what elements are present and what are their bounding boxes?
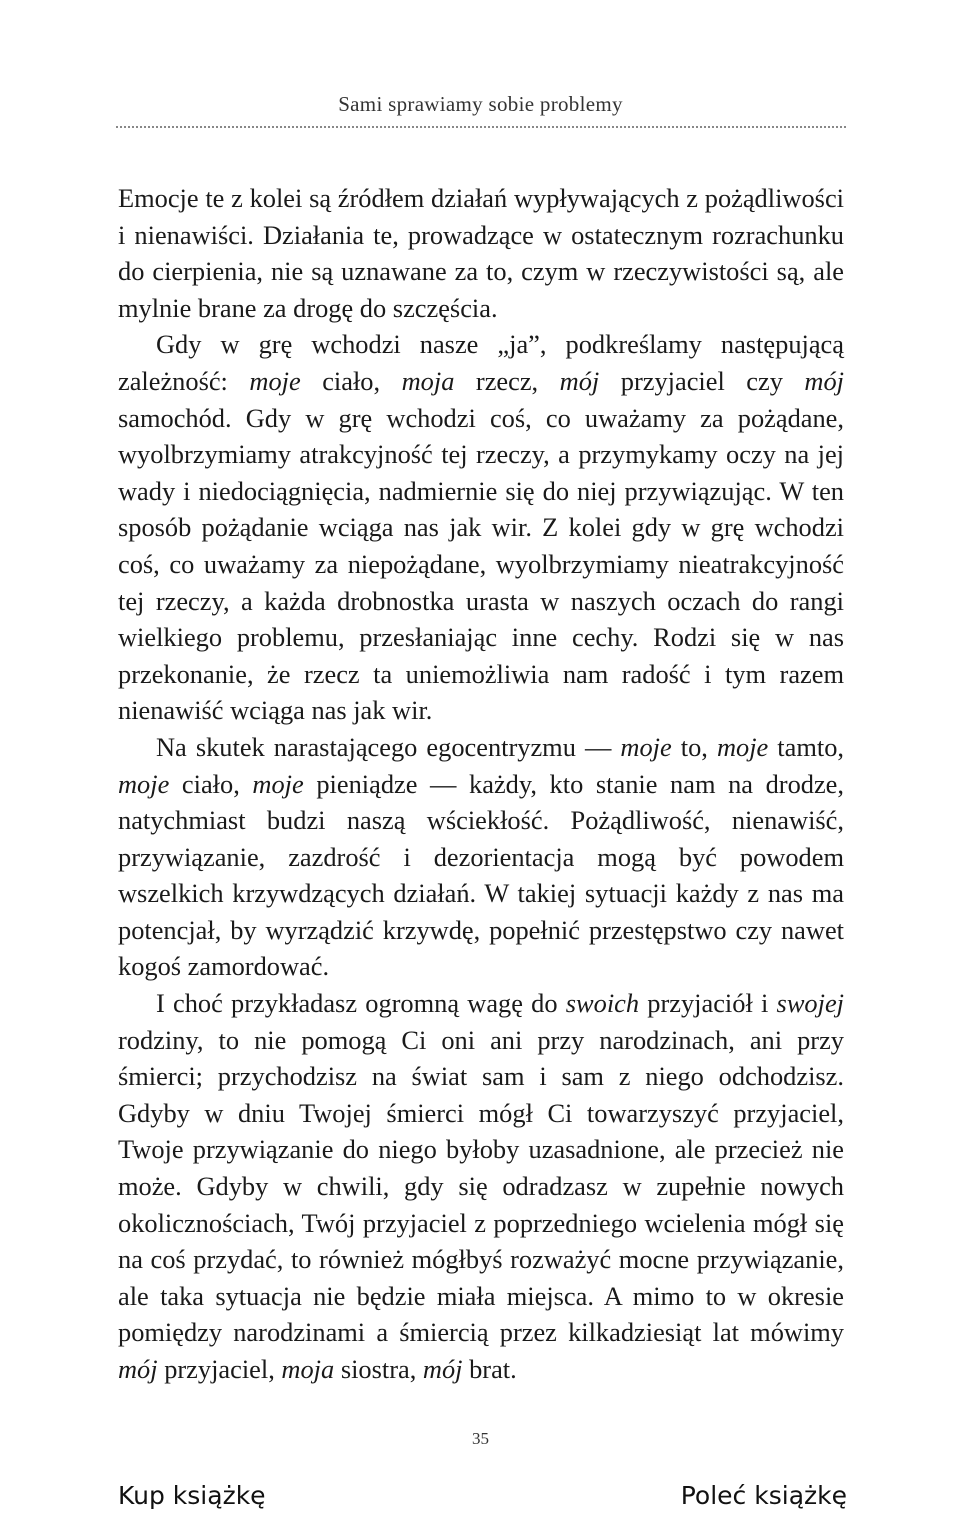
text-run: Emocje te z kolei są źródłem działań wypływających z pożądliwości i nienawiści. Działania te, prowadzące w ostatecznym rozrachunku do cierpienia, nie są uznawane za to, czym w rzeczywistości są, ale mylnie brane za drogę do szczęścia. <box>118 183 844 323</box>
text-run: rzecz, <box>454 365 560 396</box>
text-run: to, <box>671 731 717 762</box>
text-run: przyjaciół i <box>639 988 777 1019</box>
text-run: Gdy w grę wchodzi nasze „ja”, podkreślamy następującą zależność: <box>118 329 844 396</box>
paragraph <box>118 180 844 326</box>
text-run: ciało, <box>300 365 402 396</box>
header-divider <box>116 126 846 128</box>
emphasis-text: moja <box>281 1354 335 1384</box>
text-run: przyjaciel czy <box>599 365 805 396</box>
text-run: brat. <box>462 1354 517 1384</box>
text-run: Na skutek narastającego egocentryzmu — <box>156 731 621 762</box>
emphasis-text: moje <box>252 768 304 799</box>
emphasis-text: mój <box>804 365 844 396</box>
emphasis-text: moje <box>249 365 301 396</box>
text-run: I choć przykładasz ogromną wagę do <box>156 988 566 1019</box>
emphasis-text: swoich <box>565 988 640 1019</box>
running-header: Sami sprawiamy sobie problemy <box>338 92 623 116</box>
emphasis-text: moja <box>401 365 455 396</box>
paragraph <box>118 326 844 729</box>
body-text <box>118 180 844 1388</box>
paragraph <box>118 729 844 985</box>
emphasis-text: swojej <box>776 988 844 1019</box>
text-run: rodziny, to nie pomogą Ci oni ani przy narodzinach, ani przy śmierci; przychodzisz na świat sam i sam z niego odchodzisz. Gdyby w dniu Twojej śmierci mógł Ci towarzyszyć przyjaciel, Twoje przywiązanie do niego byłoby uzasadnione, ale przecież nie może. Gdyby w chwili, gdy się odradzasz w zupełnie nowych okolicznościach, Twój przyjaciel z poprzedniego wcielenia mógł się na coś przydać, to również mógłbyś rozważyć mocne przywiązanie, ale taka sytuacja nie będzie miała miejsca. A mimo to w okresie pomiędzy narodzinami a śmiercią przez kilkadziesiąt lat mówimy <box>118 1024 844 1348</box>
page-number: 35 <box>472 1429 489 1448</box>
emphasis-text: mój <box>118 1354 158 1384</box>
emphasis-text: moje <box>118 768 170 799</box>
emphasis-text: moje <box>716 731 769 762</box>
emphasis-text: mój <box>559 365 600 396</box>
text-run: pieniądze — każdy, kto stanie nam na drodze, natychmiast budzi naszą wściekłość. Pożądliwość, nienawiść, przywiązanie, zazdrość i dezorientacja mogą być powodem wszelkich krzywdzących działań. W takiej sytuacji każdy z nas ma potencjał, by wyrządzić krzywdę, popełnić przestępstwo czy nawet kogoś zamordować. <box>118 768 844 982</box>
emphasis-text: mój <box>422 1354 463 1384</box>
buy-book-link[interactable]: Kup książkę <box>118 1481 266 1510</box>
text-run: ciało, <box>169 768 253 799</box>
text-run: siostra, <box>334 1354 423 1384</box>
emphasis-text: moje <box>620 731 672 762</box>
text-run: samochód. Gdy w grę wchodzi coś, co uważamy za pożądane, wyolbrzymiamy atrakcyjność tej rzeczy, a przymykamy oczy na jej wady i niedociągnięcia, nadmiernie się do niej przywiązując. W ten sposób pożądanie wciąga nas jak wir. Z kolei gdy w grę wchodzi coś, co uważamy za niepożądane, wyolbrzymiamy nieatrakcyjność tej rzeczy, a każda drobnostka urasta w naszych oczach do rangi wielkiego problemu, przesłaniając inne cechy. Rodzi się w nas przekonanie, że rzecz ta uniemożliwia nam radość i tym razem nienawiść wciąga nas jak wir. <box>118 402 844 726</box>
text-run: tamto, <box>768 731 844 762</box>
paragraph <box>118 985 844 1388</box>
text-run: przyjaciel, <box>157 1354 282 1384</box>
recommend-book-link[interactable]: Poleć książkę <box>680 1481 847 1510</box>
